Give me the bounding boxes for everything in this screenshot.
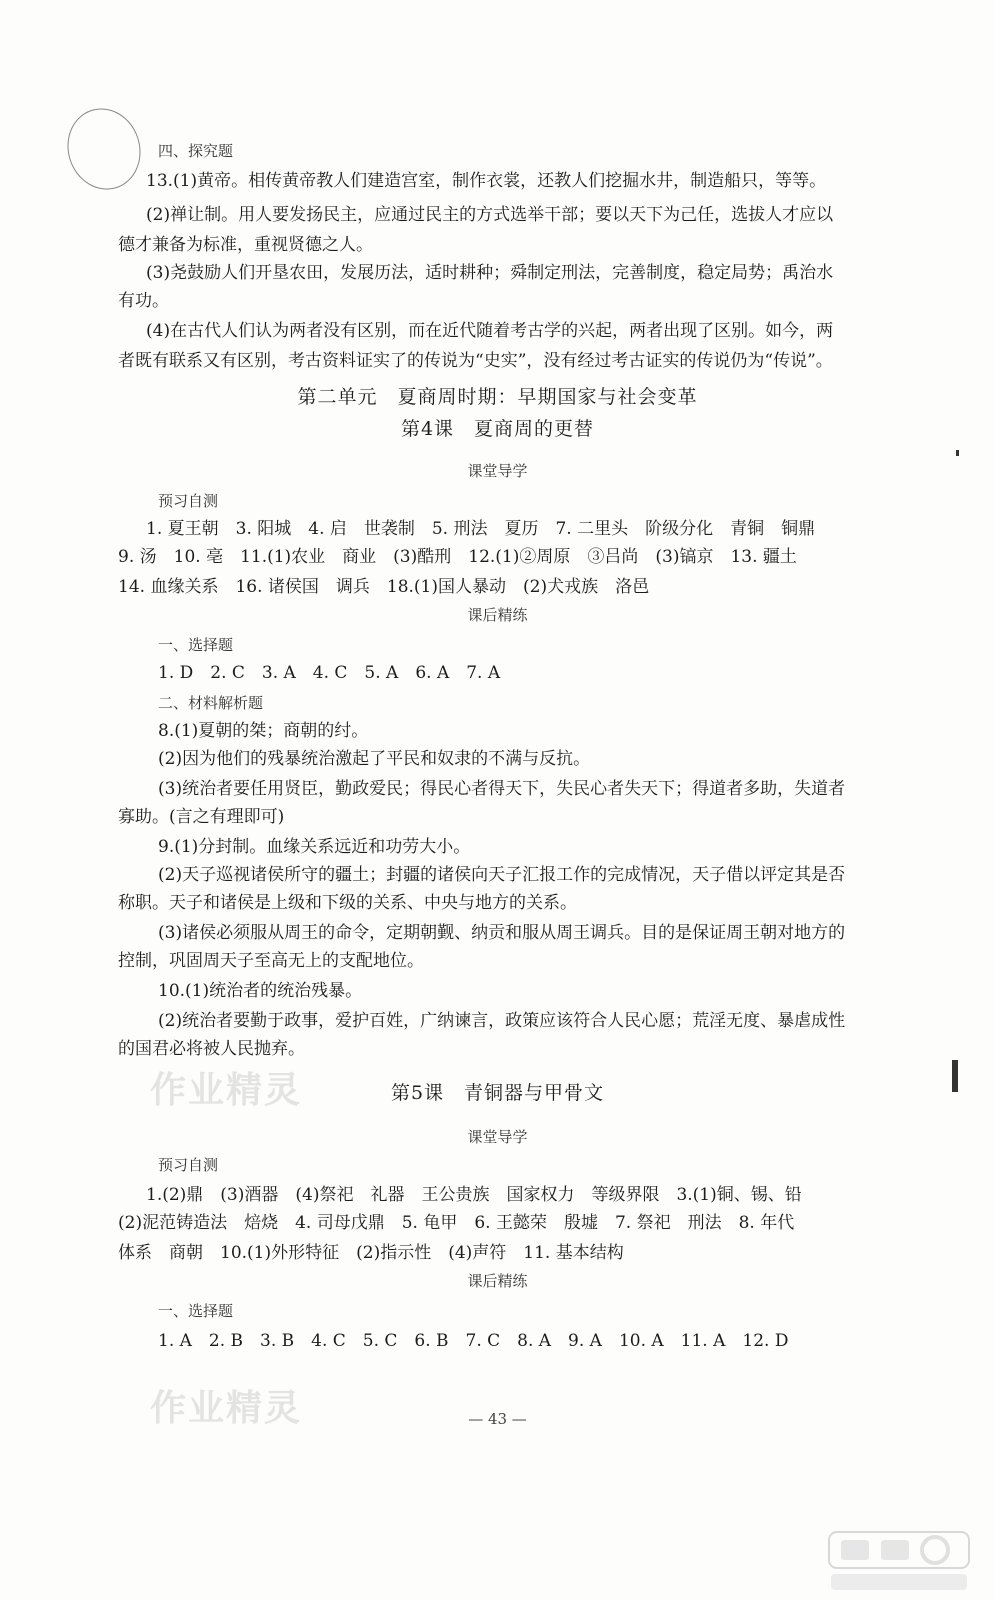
answer-line: 1. A 2. B 3. B 4. C 5. C 6. B 7. C 8. A 9. A 10. A 11. A 12. D	[158, 1331, 789, 1351]
section-heading: 预习自测	[158, 492, 219, 510]
stamp-seal	[57, 99, 151, 199]
watermark: 作业精灵	[150, 1070, 303, 1111]
page-number: — 43 —	[468, 1410, 527, 1428]
section-heading-inquiry: 四、探究题	[158, 142, 234, 160]
answer-line: 寡助。(言之有理即可)	[118, 807, 285, 827]
answer-line: 1. 夏王朝 3. 阳城 4. 启 世袭制 5. 刑法 夏历 7. 二里头 阶级分化 青铜 铜鼎	[146, 519, 816, 539]
site-logo	[823, 1528, 975, 1596]
answer-line: 9. 汤 10. 亳 11.(1)农业 商业 (3)酷刑 12.(1)②周原 ③吕尚 (3)镐京 13. 疆土	[118, 547, 797, 567]
answer-line: (2)天子巡视诸侯所守的疆土；封疆的诸侯向天子汇报工作的完成情况，天子借以评定其是否	[158, 865, 846, 885]
answer-line: (3)诸侯必须服从周王的命令，定期朝觐、纳贡和服从周王调兵。目的是保证周王朝对地方的	[158, 923, 846, 943]
subsection-title: 课后精练	[467, 1272, 528, 1290]
scan-mark	[956, 450, 959, 456]
subsection-title: 课堂导学	[467, 1128, 528, 1146]
section-heading: 预习自测	[158, 1156, 219, 1174]
answer-line: (4)在古代人们认为两者没有区别，而在近代随着考古学的兴起，两者出现了区别。如今，两	[146, 321, 834, 341]
section-heading: 二、材料解析题	[158, 694, 264, 712]
watermark: 作业精灵	[150, 1388, 303, 1429]
answer-line: 有功。	[118, 291, 169, 311]
answer-line: (2)因为他们的残暴统治激起了平民和奴隶的不满与反抗。	[158, 749, 591, 769]
answer-line: 控制，巩固周天子至高无上的支配地位。	[118, 951, 424, 971]
answer-line: 体系 商朝 10.(1)外形特征 (2)指示性 (4)声符 11. 基本结构	[118, 1243, 624, 1263]
subsection-title: 课后精练	[467, 606, 528, 624]
answer-line: 者既有联系又有区别，考古资料证实了的传说为“史实”，没有经过考古证实的传说仍为“传说”。	[118, 351, 833, 371]
answer-line: 1.(2)鼎 (3)酒器 (4)祭祀 礼器 王公贵族 国家权力 等级界限 3.(1)铜、锡、铅	[146, 1185, 802, 1205]
answer-line: 的国君必将被人民抛弃。	[118, 1039, 305, 1059]
answer-line: 称职。天子和诸侯是上级和下级的关系、中央与地方的关系。	[118, 893, 577, 913]
scan-mark	[952, 1060, 958, 1092]
lesson-title: 第5课 青铜器与甲骨文	[390, 1082, 605, 1104]
subsection-title: 课堂导学	[467, 462, 528, 480]
section-heading: 一、选择题	[158, 636, 234, 654]
answer-line: 8.(1)夏朝的桀；商朝的纣。	[158, 721, 369, 741]
answer-line: 9.(1)分封制。血缘关系远近和功劳大小。	[158, 837, 471, 857]
answer-line: (2)禅让制。用人要发扬民主，应通过民主的方式选举干部；要以天下为己任，选拔人才应以	[146, 205, 834, 225]
lesson-title: 第4课 夏商周的更替	[400, 418, 595, 440]
answer-line: 10.(1)统治者的统治残暴。	[158, 981, 363, 1001]
section-heading: 一、选择题	[158, 1302, 234, 1320]
answer-line: 13.(1)黄帝。相传黄帝教人们建造宫室，制作衣裳，还教人们挖掘水井，制造船只，等等。	[146, 171, 827, 191]
answer-line: 1. D 2. C 3. A 4. C 5. A 6. A 7. A	[158, 663, 501, 683]
answer-line: 14. 血缘关系 16. 诸侯国 调兵 18.(1)国人暴动 (2)犬戎族 洛邑	[118, 577, 650, 597]
answer-line: (2)统治者要勤于政事，爱护百姓，广纳谏言，政策应该符合人民心愿；荒淫无度、暴虐成性	[158, 1011, 846, 1031]
unit-title: 第二单元 夏商周时期：早期国家与社会变革	[297, 386, 698, 408]
answer-line: (3)统治者要任用贤臣，勤政爱民；得民心者得天下，失民心者失天下；得道者多助，失道者	[158, 779, 846, 799]
answer-line: 德才兼备为标准，重视贤德之人。	[118, 235, 373, 255]
answer-line: (3)尧鼓励人们开垦农田，发展历法，适时耕种；舜制定刑法，完善制度，稳定局势；禹治水	[146, 263, 834, 283]
answer-line: (2)泥范铸造法 焙烧 4. 司母戊鼎 5. 龟甲 6. 王懿荣 殷墟 7. 祭祀 刑法 8. 年代	[118, 1213, 795, 1233]
